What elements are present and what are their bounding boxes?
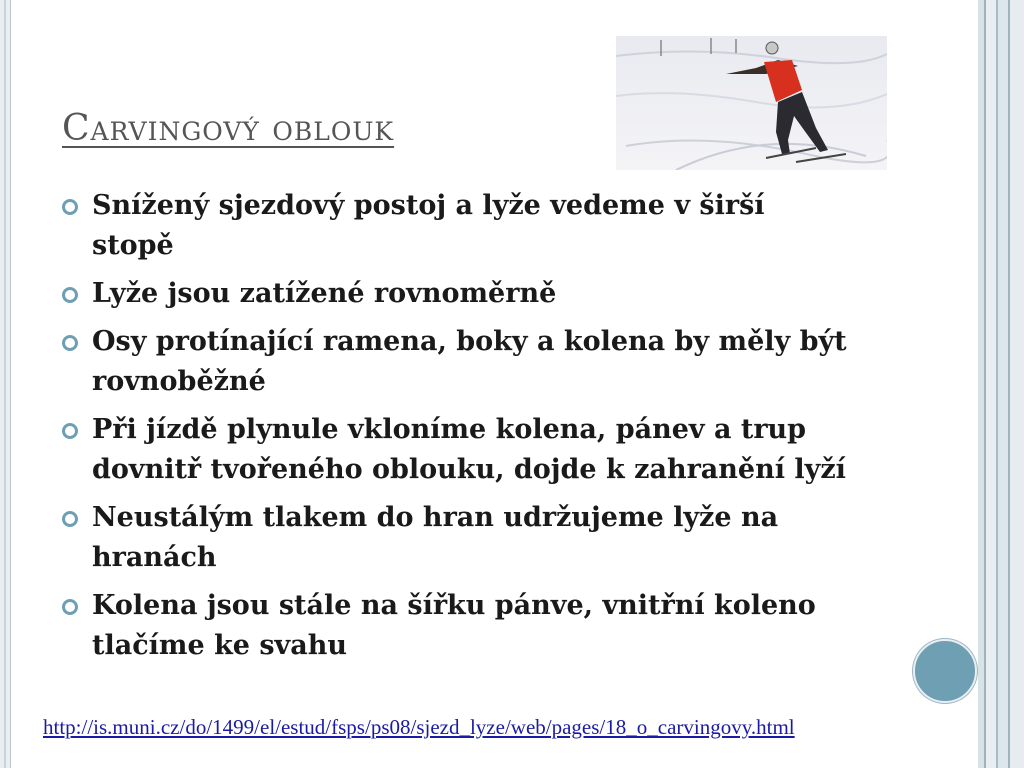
source-link[interactable]: http://is.muni.cz/do/1499/el/estud/fsps/ps08/sjezd_lyze/web/pages/18_o_carvingovy.html	[43, 715, 795, 739]
bullet-text: Kolena jsou stále na šířku pánve, vnitřní koleno tlačíme ke svahu	[92, 590, 816, 661]
circle-bullet-icon	[62, 423, 78, 439]
list-item	[62, 186, 852, 266]
bullet-text: Osy protínající ramena, boky a kolena by měly být rovnoběžné	[92, 326, 847, 397]
list-item	[62, 498, 852, 578]
bullet-text: Lyže jsou zatížené rovnoměrně	[92, 278, 557, 309]
list-item	[62, 410, 852, 490]
slide-left-border	[0, 0, 11, 768]
bullet-text: Neustálým tlakem do hran udržujeme lyže na hranách	[92, 502, 779, 573]
circle-bullet-icon	[62, 335, 78, 351]
circle-bullet-icon	[62, 287, 78, 303]
slide-right-border	[978, 0, 1024, 768]
list-item	[62, 274, 852, 314]
circle-bullet-icon	[62, 511, 78, 527]
circle-bullet-icon	[62, 599, 78, 615]
circle-bullet-icon	[62, 199, 78, 215]
bullet-list	[62, 186, 852, 674]
list-item	[62, 322, 852, 402]
decorative-circle	[913, 639, 977, 703]
slide-title: Carvingový oblouk	[62, 108, 395, 149]
bullet-text: Snížený sjezdový postoj a lyže vedeme v širší stopě	[92, 190, 765, 261]
bullet-text: Při jízdě plynule vkloníme kolena, pánev a trup dovnitř tvořeného oblouku, dojde k zahranění lyží	[92, 414, 846, 485]
skier-photo	[616, 36, 887, 170]
list-item	[62, 586, 852, 666]
